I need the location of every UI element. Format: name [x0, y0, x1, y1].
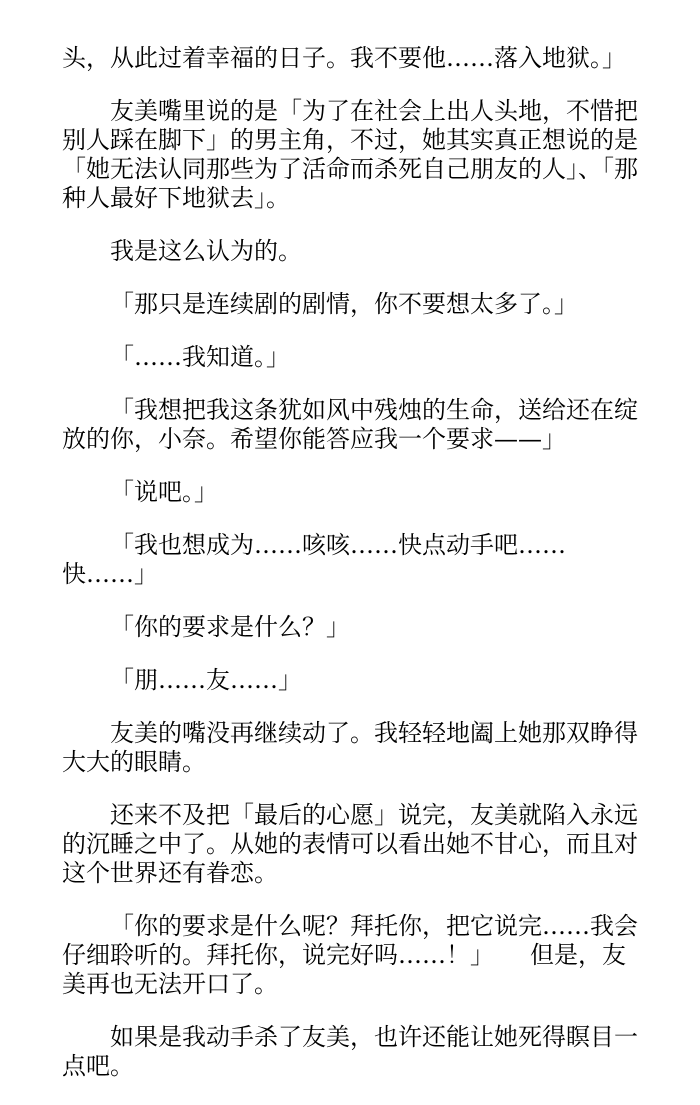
document-page [62, 44, 642, 1105]
paragraph: 友美嘴里说的是「为了在社会上出人头地，不惜把别人踩在脚下」的男主角，不过，她其实真正想说的是「她无法认同那些为了活命而杀死自己朋友的人」、「那种人最好下地狱去」。 [62, 97, 638, 212]
dialogue-line: 「那只是连续剧的剧情，你不要想太多了。」 [110, 290, 578, 318]
paragraph: 我是这么认为的。 [110, 237, 302, 265]
paragraph-continuation: 头，从此过着幸福的日子。我不要他……落入地狱。」 [62, 44, 626, 72]
dialogue-line: 「朋……友……」 [110, 666, 302, 694]
paragraph: 友美的嘴没再继续动了。我轻轻地阖上她那双睁得大大的眼睛。 [62, 719, 638, 776]
dialogue-line: 「……我知道。」 [110, 343, 290, 371]
dialogue-line: 「我也想成为……咳咳……快点动手吧……快……」 [62, 531, 566, 588]
paragraph: 还来不及把「最后的心愿」说完，友美就陷入永远的沉睡之中了。从她的表情可以看出她不甘心，而且对这个世界还有眷恋。 [62, 801, 638, 887]
paragraph: 如果是我动手杀了友美，也许还能让她死得瞑目一点吧。 [62, 1023, 638, 1080]
dialogue-line: 「你的要求是什么？」 [110, 613, 350, 641]
dialogue-line: 「你的要求是什么呢？拜托你，把它说完……我会仔细聆听的。拜托你，说完好吗……！」 但是，友美再也无法开口了。 [62, 912, 638, 998]
dialogue-line: 「我想把我这条犹如风中残烛的生命，送给还在绽放的你，小奈。希望你能答应我一个要求——」 [62, 396, 638, 453]
dialogue-line: 「说吧。」 [110, 478, 218, 506]
